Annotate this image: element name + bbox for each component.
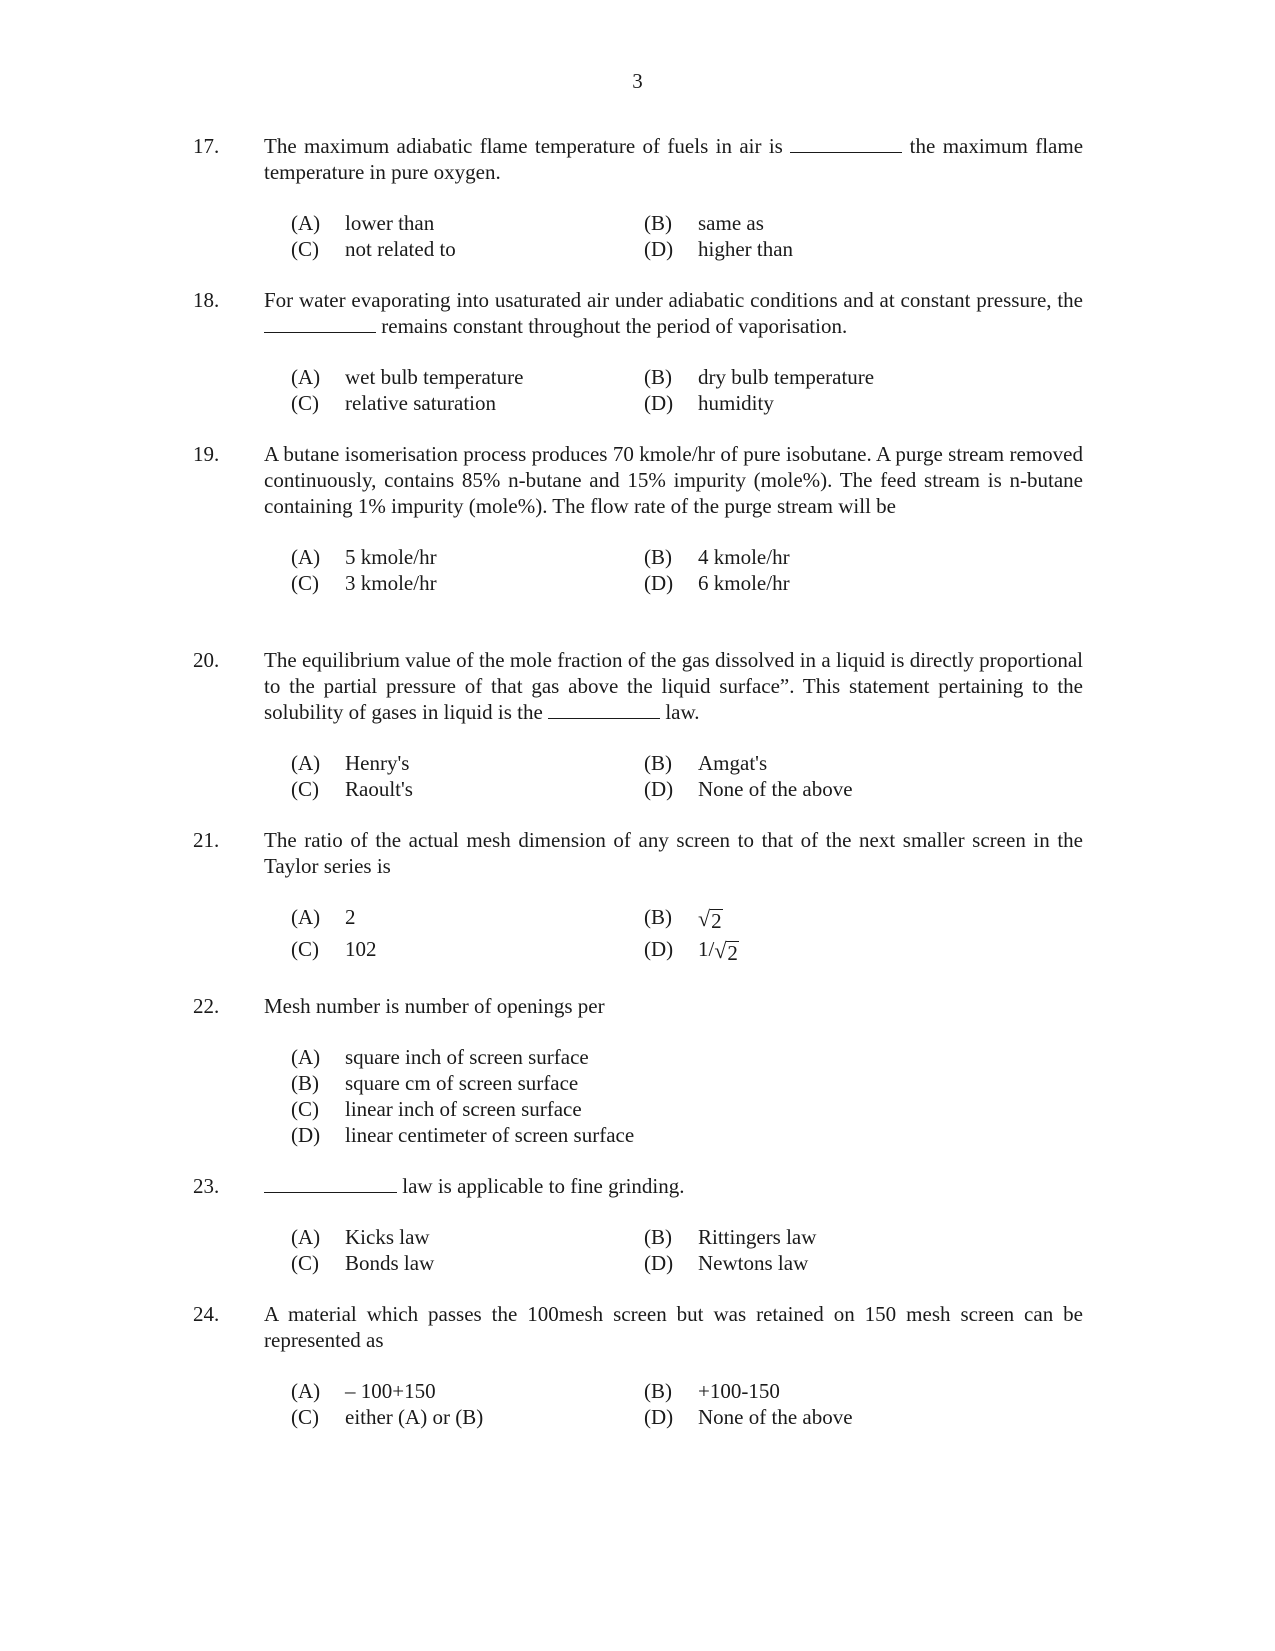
answer-blank xyxy=(264,314,376,333)
option-label: (C) xyxy=(291,391,319,415)
option-label: (A) xyxy=(291,545,321,569)
option-text: 4 kmole/hr xyxy=(698,545,790,569)
options xyxy=(291,364,1083,416)
option-a xyxy=(291,1044,589,1070)
question-number: 20. xyxy=(193,648,220,672)
option-text: Kicks law xyxy=(345,1225,430,1249)
option-a xyxy=(291,210,434,236)
option-label: (B) xyxy=(644,1225,672,1249)
question-23 xyxy=(193,1173,1083,1276)
option-text: 102 xyxy=(345,937,377,961)
option-text: not related to xyxy=(345,237,456,261)
option-text: linear inch of screen surface xyxy=(345,1097,582,1121)
option-label: (D) xyxy=(644,937,674,961)
question-text-part: The equilibrium value of the mole fraction of the gas dissolved in a liquid is directly proportional to the partial pressure of that gas above the liquid surface”. This statement pertaining to the solubility of gases in liquid is the xyxy=(264,648,1083,724)
square-root-2 xyxy=(714,938,739,964)
option-text: square cm of screen surface xyxy=(345,1071,579,1095)
radical-sign: √ xyxy=(714,938,727,964)
question-text-part: remains constant throughout the period of vaporisation. xyxy=(381,314,848,338)
option-a xyxy=(291,1378,436,1404)
question-18 xyxy=(193,287,1083,416)
option-c xyxy=(291,1404,483,1430)
option-label: (B) xyxy=(644,211,672,235)
option-label: (C) xyxy=(291,1251,319,1275)
option-label: (C) xyxy=(291,237,319,261)
options xyxy=(291,544,1083,596)
option-label: (A) xyxy=(291,1045,321,1069)
option-text: either (A) or (B) xyxy=(345,1405,484,1429)
option-text: Bonds law xyxy=(345,1251,435,1275)
options xyxy=(291,1044,1083,1148)
question-number: 22. xyxy=(193,994,220,1018)
option-text: Amgat's xyxy=(698,751,768,775)
option-text: humidity xyxy=(698,391,774,415)
options xyxy=(291,210,1083,262)
option-label: (B) xyxy=(644,365,672,389)
answer-blank xyxy=(790,134,902,153)
option-c xyxy=(291,776,413,802)
radicand: 2 xyxy=(711,909,722,934)
question-text-part: law is applicable to fine grinding. xyxy=(402,1174,685,1198)
option-text: 5 kmole/hr xyxy=(345,545,437,569)
option-label: (D) xyxy=(644,1251,674,1275)
option-b xyxy=(291,1070,578,1096)
option-text: dry bulb temperature xyxy=(698,365,875,389)
option-b xyxy=(644,544,790,570)
option-text: 6 kmole/hr xyxy=(698,571,790,595)
option-label: (D) xyxy=(644,391,674,415)
options xyxy=(291,1378,1083,1430)
question-17 xyxy=(193,133,1083,262)
options xyxy=(291,1224,1083,1276)
question-text xyxy=(264,1173,1083,1199)
option-a xyxy=(291,904,356,930)
option-text: same as xyxy=(698,211,764,235)
option-text: lower than xyxy=(345,211,435,235)
option-label: (D) xyxy=(644,1405,674,1429)
question-19 xyxy=(193,441,1083,596)
option-text: relative saturation xyxy=(345,391,497,415)
option-b xyxy=(644,210,764,236)
question-20 xyxy=(193,647,1083,802)
option-label: (A) xyxy=(291,1225,321,1249)
radical-sign: √ xyxy=(698,906,711,932)
question-text xyxy=(264,287,1083,339)
option-label: (A) xyxy=(291,751,321,775)
option-a xyxy=(291,1224,430,1250)
question-text-part: The maximum adiabatic flame temperature of fuels in air is xyxy=(264,134,783,158)
option-label: (D) xyxy=(644,777,674,801)
option-text: 3 kmole/hr xyxy=(345,571,437,595)
option-text: +100-150 xyxy=(698,1379,780,1403)
question-text-part: For water evaporating into usaturated air under adiabatic conditions and at constant pressure, the xyxy=(264,288,1083,312)
question-text-part: the maximum flame temperature in pure oxygen. xyxy=(264,134,1084,184)
option-label: (A) xyxy=(291,365,321,389)
option-b xyxy=(644,1378,780,1404)
question-text xyxy=(264,647,1083,725)
option-label: (C) xyxy=(291,777,319,801)
option-label: (B) xyxy=(644,1379,672,1403)
option-label: (D) xyxy=(644,571,674,595)
option-label: (C) xyxy=(291,937,319,961)
answer-blank xyxy=(548,700,660,719)
option-label: (C) xyxy=(291,1097,319,1121)
option-c xyxy=(291,390,496,416)
question-number: 19. xyxy=(193,442,220,466)
option-label: (C) xyxy=(291,571,319,595)
option-text: Rittingers law xyxy=(698,1225,817,1249)
option-a xyxy=(291,364,523,390)
option-text: None of the above xyxy=(698,1405,853,1429)
question-text: A butane isomerisation process produces 70 kmole/hr of pure isobutane. A purge stream removed continuously, contains 85% n-butane and 15% impurity (mole%). The feed stream is n-butane containing 1% impurity (mole%). The flow rate of the purge stream will be xyxy=(264,442,1083,518)
option-d xyxy=(644,570,790,596)
question-21 xyxy=(193,827,1083,966)
option-text: Newtons law xyxy=(698,1251,809,1275)
option-text: – 100+150 xyxy=(345,1379,436,1403)
option-a xyxy=(291,544,437,570)
option-b xyxy=(644,1224,816,1250)
option-label: (D) xyxy=(291,1123,321,1147)
question-number: 18. xyxy=(193,288,220,312)
option-a xyxy=(291,750,409,776)
option-text: wet bulb temperature xyxy=(345,365,524,389)
question-22 xyxy=(193,993,1083,1148)
question-text-part: law. xyxy=(665,700,700,724)
square-root-2 xyxy=(698,906,723,932)
option-d xyxy=(644,1250,808,1276)
radicand: 2 xyxy=(727,941,738,966)
question-text: A material which passes the 100mesh screen but was retained on 150 mesh screen can be represented as xyxy=(264,1302,1083,1352)
option-label: (C) xyxy=(291,1405,319,1429)
option-text: 1/ xyxy=(698,937,715,961)
option-text: linear centimeter of screen surface xyxy=(345,1123,635,1147)
option-d xyxy=(644,236,793,262)
option-d xyxy=(291,1122,634,1148)
option-c xyxy=(291,936,377,962)
option-label: (B) xyxy=(644,905,672,929)
question-number: 17. xyxy=(193,134,220,158)
option-c xyxy=(291,236,456,262)
question-text xyxy=(264,133,1083,185)
option-label: (A) xyxy=(291,211,321,235)
option-d xyxy=(644,936,739,964)
option-text: square inch of screen surface xyxy=(345,1045,589,1069)
question-number: 24. xyxy=(193,1302,220,1326)
option-label: (A) xyxy=(291,905,321,929)
question-number: 21. xyxy=(193,828,220,852)
option-c xyxy=(291,1250,434,1276)
option-b xyxy=(644,750,767,776)
option-d xyxy=(644,390,774,416)
question-text: Mesh number is number of openings per xyxy=(264,994,605,1018)
question-text: The ratio of the actual mesh dimension of any screen to that of the next smaller screen in the Taylor series is xyxy=(264,828,1083,878)
page-number: 3 xyxy=(632,69,643,93)
option-b xyxy=(644,364,874,390)
option-label: (B) xyxy=(291,1071,319,1095)
option-text: higher than xyxy=(698,237,794,261)
option-text: Raoult's xyxy=(345,777,413,801)
option-label: (D) xyxy=(644,237,674,261)
question-24 xyxy=(193,1301,1083,1430)
question-number: 23. xyxy=(193,1174,220,1198)
option-b xyxy=(644,904,723,932)
option-c xyxy=(291,570,437,596)
option-d xyxy=(644,776,853,802)
option-label: (B) xyxy=(644,545,672,569)
option-d xyxy=(644,1404,853,1430)
options xyxy=(291,750,1083,802)
option-label: (A) xyxy=(291,1379,321,1403)
option-text: Henry's xyxy=(345,751,410,775)
answer-blank xyxy=(264,1174,397,1193)
options xyxy=(291,904,1083,966)
option-text: None of the above xyxy=(698,777,853,801)
option-text: 2 xyxy=(345,905,356,929)
option-c xyxy=(291,1096,582,1122)
option-label: (B) xyxy=(644,751,672,775)
